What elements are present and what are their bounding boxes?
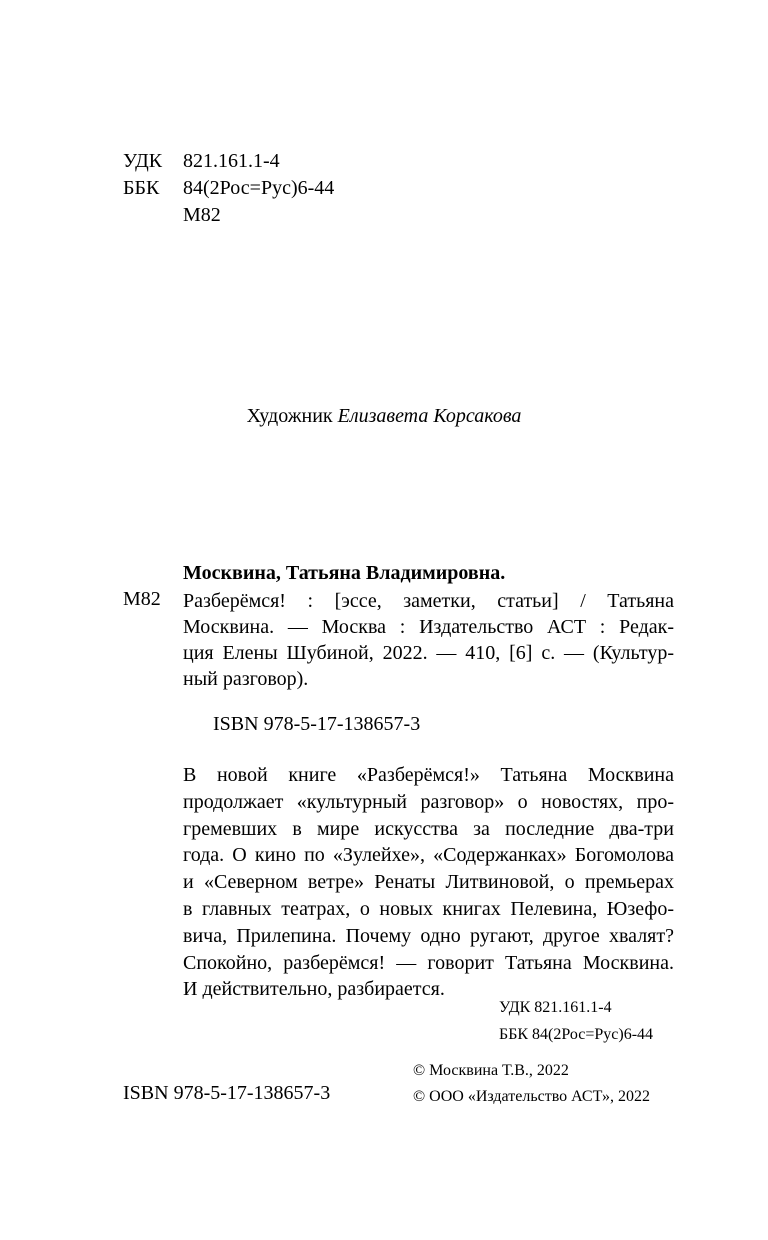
- copyright-block: [413, 1058, 650, 1110]
- footer-udk: УДК 821.161.1-4: [499, 999, 612, 1016]
- classification-block: [123, 148, 334, 229]
- bib-line: Москвина. — Москва : Издательство АСТ : Редак-: [183, 616, 674, 638]
- udk-value: 821.161.1-4: [183, 150, 280, 172]
- author-mark-row: [123, 202, 334, 229]
- annotation-line: и «Северном ветре» Ренаты Литвиновой, о премьерах: [183, 871, 674, 894]
- bbk-label: ББК: [123, 177, 160, 199]
- author-heading: Москвина, Татьяна Владимировна.: [183, 562, 506, 584]
- annotation-line: года. О кино по «Зулейхе», «Содержанках» Богомолова: [183, 844, 674, 867]
- copyright-author: © Москвина Т.В., 2022: [413, 1062, 569, 1079]
- footer-isbn: ISBN 978-5-17-138657-3: [123, 1082, 331, 1104]
- bbk-row: [123, 175, 334, 202]
- annotation-line: гремевших в мире искусства за последние два-три: [183, 817, 674, 840]
- artist-name: Елизавета Корсакова: [337, 405, 522, 427]
- bib-line: Разберёмся! : [эссе, заметки, статьи] / Татьяна: [183, 590, 674, 612]
- bbk-value: 84(2Рос=Рус)6-44: [183, 177, 335, 199]
- bibliographic-description: [183, 588, 674, 692]
- annotation-line: вича, Прилепина. Почему одно ругают, другое хвалят?: [183, 924, 674, 947]
- annotation-line: продолжает «культурный разговор» о новостях, про-: [183, 790, 674, 813]
- author-code: М82: [123, 588, 161, 610]
- bib-line: ный разговор).: [183, 668, 309, 690]
- udk-label: УДК: [123, 150, 163, 172]
- artist-credit: [0, 405, 768, 428]
- annotation: [183, 762, 674, 1003]
- copyright-publisher: © ООО «Издательство АСТ», 2022: [413, 1088, 650, 1105]
- footer-classification: [499, 994, 653, 1048]
- udk-row: [123, 148, 334, 175]
- annotation-line: Спокойно, разберёмся! — говорит Татьяна Москвина.: [183, 951, 674, 974]
- author-mark: М82: [183, 204, 221, 226]
- annotation-line: И действительно, разбирается.: [183, 978, 445, 1001]
- footer-bbk: ББК 84(2Рос=Рус)6-44: [499, 1026, 654, 1043]
- annotation-line: В новой книге «Разберёмся!» Татьяна Москвина: [183, 764, 674, 786]
- artist-label: Художник: [246, 405, 333, 427]
- annotation-line: в главных театрах, о новых книгах Пелевина, Юзефо-: [183, 897, 674, 920]
- record-isbn: ISBN 978-5-17-138657-3: [213, 713, 421, 735]
- bib-line: ция Елены Шубиной, 2022. — 410, [6] с. — (Культур-: [183, 642, 674, 664]
